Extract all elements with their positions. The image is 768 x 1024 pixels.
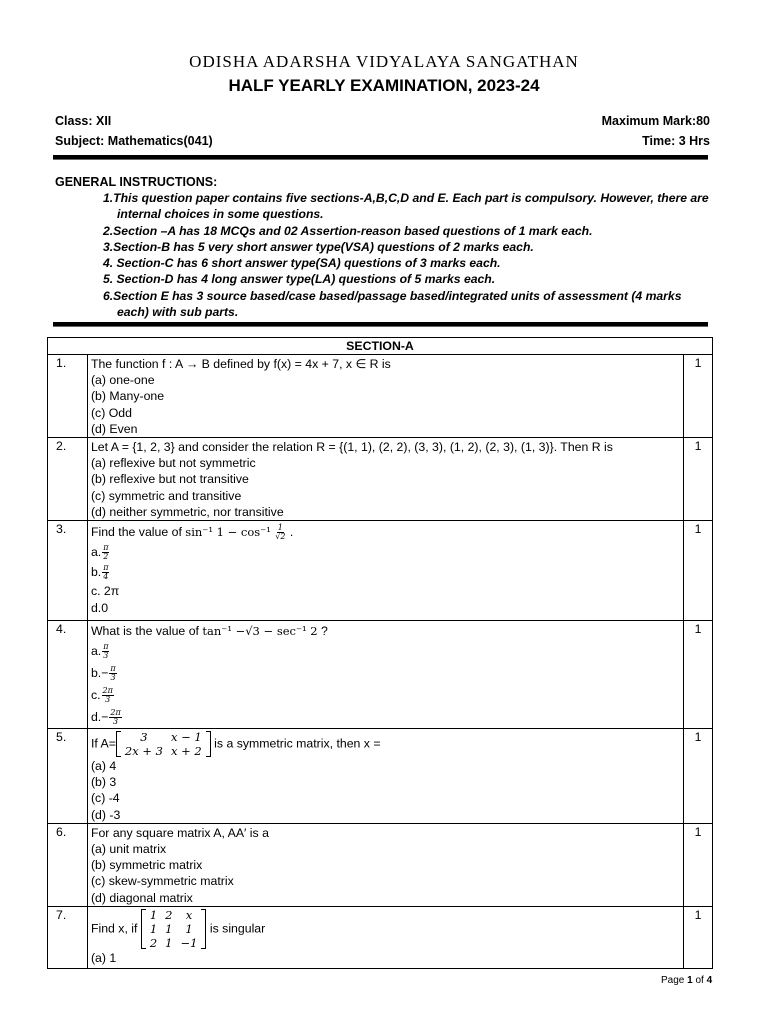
option: (b) 3 <box>90 775 117 790</box>
matrix-cell: 1 <box>149 921 158 936</box>
question-suffix: is singular <box>209 921 266 936</box>
matrix-cell: 1 <box>165 935 173 950</box>
math-expression: tan⁻¹ −√3 − sec⁻¹ 2 <box>202 624 318 639</box>
option: (a) reflexive but not symmetric <box>90 456 256 471</box>
matrix-cell: 1 <box>185 921 193 936</box>
fraction: $\frac{2\pi}{3}$ <box>102 686 113 705</box>
option: (a) one-one <box>90 373 155 388</box>
question-mark: 1 <box>684 906 713 968</box>
instructions-list <box>103 190 715 320</box>
matrix <box>141 908 207 950</box>
instruction-line: 4. Section-C has 6 short answer type(SA) questions of 3 marks each. <box>103 256 501 271</box>
instructions-title: GENERAL INSTRUCTIONS: <box>55 175 218 189</box>
option: (c) skew-symmetric matrix <box>90 874 234 889</box>
option: (a) 4 <box>90 759 117 774</box>
question-text: Find the value of <box>90 525 182 540</box>
option: (c) symmetric and transitive <box>90 488 242 503</box>
question-suffix: is a symmetric matrix, then x = <box>214 736 381 751</box>
question-number: 2. <box>48 438 88 521</box>
option: c. $\frac{2\pi}{3}$ <box>90 686 113 705</box>
instruction-line: 2.Section –A has 18 MCQs and 02 Assertion-reason based questions of 1 mark each. <box>103 223 593 238</box>
option: b. $\frac{\pi}{4}$ <box>90 563 109 582</box>
option: (b) Many-one <box>90 389 165 404</box>
fraction: $\frac{\pi}{3}$ <box>110 664 116 683</box>
option: (c) Odd <box>90 405 132 420</box>
matrix-cell: 2x + 3 <box>124 744 163 759</box>
question-mark: 1 <box>684 621 713 729</box>
option: (b) reflexive but not transitive <box>90 472 249 487</box>
matrix-cell: x − 1 <box>171 730 202 745</box>
option: (c) -4 <box>90 791 120 806</box>
matrix <box>116 730 211 758</box>
question-number: 5. <box>48 729 88 824</box>
instruction-line: 6.Section E has 3 source based/case based/passage based/integrated units of assessment (4 marks <box>103 288 682 303</box>
question-body: Find the value of sin⁻¹ 1 − cos⁻¹ $\frac{1}{√2}$ . a. $\frac{\pi}{2}$ b. $\frac{\pi}{4}$ c. 2π d.0 <box>87 521 683 621</box>
instruction-line: 3.Section-B has 5 very short answer type(VSA) questions of 2 marks each. <box>103 239 534 254</box>
question-body <box>87 729 683 824</box>
matrix-cell: 1 <box>149 907 158 922</box>
instruction-line: each) with sub parts. <box>117 305 239 320</box>
meta-row-subject <box>55 134 710 148</box>
question-number: 4. <box>48 621 88 729</box>
matrix-cell: 1 <box>165 921 173 936</box>
question-mark: 1 <box>684 521 713 621</box>
question-mark: 1 <box>684 438 713 521</box>
question-text: What is the value of <box>90 624 199 639</box>
question-row <box>48 438 713 521</box>
footer-page-label: Page <box>661 975 685 986</box>
option: d.0 <box>90 601 109 616</box>
question-number: 3. <box>48 521 88 621</box>
option: a. $\frac{\pi}{2}$ <box>90 543 109 562</box>
question-text: Let A = {1, 2, 3} and consider the relation R = {(1, 1), (2, 2), (3, 3), (1, 2), (2, 3), (1, 3)}. Then R is <box>90 440 613 455</box>
option: (a) unit matrix <box>90 842 167 857</box>
class-label: Class: XII <box>55 114 112 128</box>
school-name: ODISHA ADARSHA VIDYALAYA SANGATHAN <box>189 52 579 71</box>
question-row <box>48 621 713 729</box>
question-text: For any square matrix A, AA′ is a <box>90 825 269 840</box>
option: (d) neither symmetric, nor transitive <box>90 504 284 519</box>
question-row <box>48 729 713 824</box>
fraction: $\frac{1}{√2}$ <box>275 523 286 542</box>
option: d.− $\frac{2\pi}{3}$ <box>90 708 121 727</box>
question-body <box>87 906 683 968</box>
matrix-cell: 2 <box>165 907 173 922</box>
question-row <box>48 521 713 621</box>
option: (a) 1 <box>90 950 117 965</box>
matrix-cell: 3 <box>140 730 148 745</box>
fraction: $\frac{2\pi}{3}$ <box>110 708 121 727</box>
instruction-line: 1.This question paper contains five sections-A,B,C,D and E. Each part is compulsory. However, there are <box>103 191 709 205</box>
footer-total-pages: 4 <box>706 975 713 986</box>
matrix-cell: x + 2 <box>171 744 202 759</box>
question-number: 7. <box>48 906 88 968</box>
instruction-line: 5. Section-D has 4 long answer type(LA) questions of 5 marks each. <box>103 272 496 287</box>
option: b.− $\frac{\pi}{3}$ <box>90 664 116 683</box>
fraction: $\frac{\pi}{2}$ <box>103 543 109 562</box>
option: (b) symmetric matrix <box>90 858 203 873</box>
question-row <box>48 823 713 906</box>
question-text: The function f : A → B defined by f(x) = 4x + 7, x ∈ R is <box>90 357 391 371</box>
page-footer <box>661 975 712 986</box>
matrix-cell: −1 <box>180 935 198 950</box>
question-mark: 1 <box>684 823 713 906</box>
question-table <box>47 337 713 969</box>
question-number: 1. <box>48 355 88 438</box>
question-body <box>87 438 683 521</box>
exam-title: HALF YEARLY EXAMINATION, 2023-24 <box>228 76 540 95</box>
meta-row-class <box>55 114 710 128</box>
question-body <box>87 355 683 438</box>
fraction: $\frac{\pi}{3}$ <box>103 642 109 661</box>
question-prefix: If A= <box>90 736 116 751</box>
time-label: Time: 3 Hrs <box>642 134 710 148</box>
instructions-divider <box>53 322 708 327</box>
option: a. $\frac{\pi}{3}$ <box>90 642 109 661</box>
question-prefix: Find x, if <box>90 921 138 936</box>
option: (d) diagonal matrix <box>90 890 193 905</box>
section-title: SECTION-A <box>48 338 713 355</box>
question-number: 6. <box>48 823 88 906</box>
option: (d) Even <box>90 421 138 436</box>
footer-current-page: 1 <box>687 975 693 986</box>
question-mark: 1 <box>684 729 713 824</box>
matrix-cell: 2 <box>149 935 158 950</box>
math-expression: sin⁻¹ 1 − cos⁻¹ <box>185 525 271 540</box>
header-divider <box>53 155 708 160</box>
subject-label: Subject: Mathematics(041) <box>55 134 213 148</box>
matrix-cell: x <box>185 907 193 922</box>
question-row <box>48 906 713 968</box>
instruction-line: internal choices in some questions. <box>117 207 324 222</box>
option: (d) -3 <box>90 807 121 822</box>
question-body <box>87 823 683 906</box>
option: c. 2π <box>90 584 120 599</box>
question-row <box>48 355 713 438</box>
question-mark: 1 <box>684 355 713 438</box>
footer-of-label: of <box>695 975 704 986</box>
fraction: $\frac{\pi}{4}$ <box>103 563 109 582</box>
max-mark-label: Maximum Mark:80 <box>601 114 710 128</box>
question-body: What is the value of tan⁻¹ −√3 − sec⁻¹ 2 ? a. $\frac{\pi}{3}$ b.− $\frac{\pi}{3}$ c. $\frac{2\pi}{3}$ d.− $\frac{2\pi}{3}$ <box>87 621 683 729</box>
